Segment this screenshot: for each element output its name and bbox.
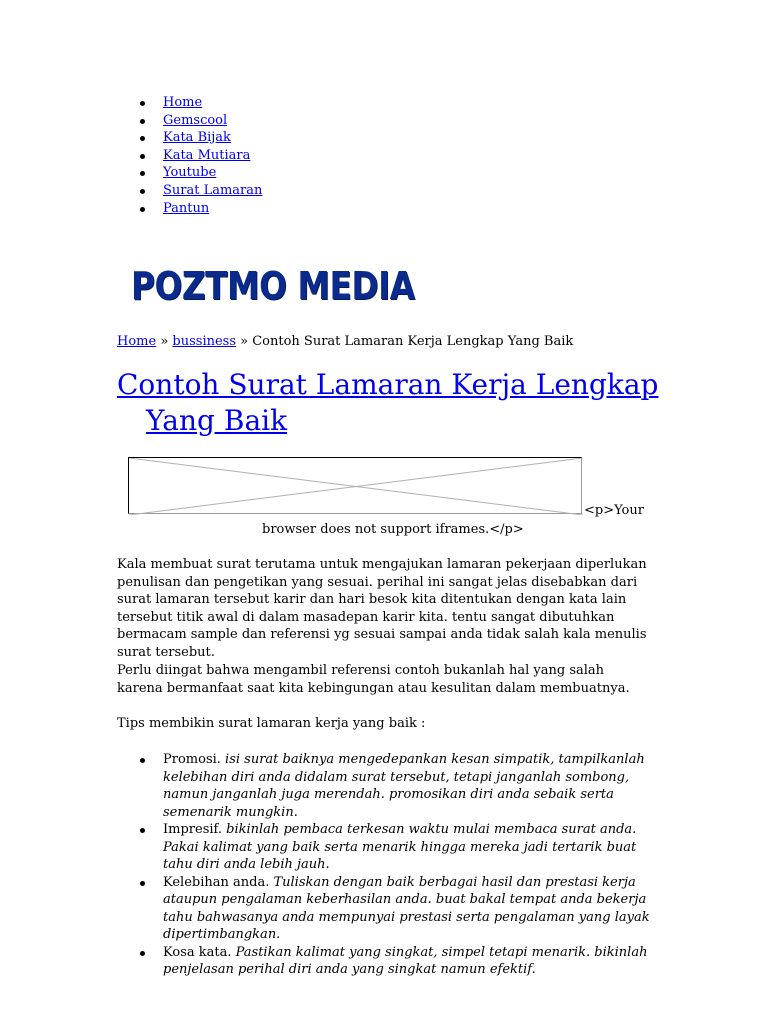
nav-item-gemscool — [131, 112, 262, 130]
article-title — [117, 367, 677, 439]
bullet-icon — [140, 171, 145, 176]
nav-item-kata-mutiara — [131, 147, 262, 165]
tip-label: Promosi. — [163, 752, 226, 767]
article-title-line2: Yang Baik — [146, 404, 288, 437]
article-title-link[interactable] — [117, 367, 677, 439]
tip-label: Kosa kata. — [163, 944, 236, 960]
bullet-icon — [140, 154, 145, 159]
nav-item-youtube — [131, 164, 262, 182]
list-item — [131, 874, 656, 944]
nav-link-youtube[interactable]: Youtube — [163, 165, 217, 181]
nav-item-surat-lamaran — [131, 182, 262, 200]
bullet-icon — [140, 881, 145, 886]
bullet-icon — [140, 828, 145, 833]
list-item — [131, 751, 656, 821]
iframe-fallback-text: <p>Your — [584, 503, 644, 518]
nav-link-gemscool[interactable]: Gemscool — [163, 112, 228, 128]
tip-text: Tuliskan dengan baik berbagai hasil dan prestasi kerja ataupun pengalaman keberhasilan anda. buat bakal tempat anda bekerja tahu bahwasanya anda mempunyai prestasi serta pengalaman yang layak dipertimbangkan. — [163, 874, 650, 942]
site-logo[interactable]: POZTMO MEDIA — [131, 264, 415, 308]
nav-item-kata-bijak — [131, 129, 262, 147]
bullet-icon — [140, 758, 145, 763]
tip-text: isi surat baiknya mengedepankan kesan simpatik, tampilkanlah kelebihan diri anda didalam surat tersebut, tetapi janganlah sombong, namun janganlah juga merendah. promosikan diri anda sebaik serta semenarik mungkin. — [163, 752, 645, 820]
breadcrumb-separator: » — [156, 334, 173, 349]
bullet-icon — [140, 207, 145, 212]
nav-link-kata-bijak[interactable]: Kata Bijak — [163, 130, 231, 146]
nav-item-pantun — [131, 200, 262, 218]
article-paragraph: Tips membikin surat lamaran kerja yang baik : — [117, 716, 426, 731]
tip-text: bikinlah pembaca terkesan waktu mulai membaca surat anda. Pakai kalimat yang baik serta menarik hingga mereka jadi tertarik buat tahu diri anda lebih jauh. — [163, 822, 637, 872]
breadcrumb — [117, 333, 573, 351]
tips-list — [131, 751, 656, 979]
breadcrumb-current: Contoh Surat Lamaran Kerja Lengkap Yang Baik — [252, 334, 574, 349]
bullet-icon — [140, 951, 145, 956]
tip-label: Kelebihan anda. — [163, 874, 274, 890]
breadcrumb-category-link[interactable]: bussiness — [172, 334, 237, 349]
nav-item-home — [131, 94, 262, 112]
nav-link-kata-mutiara[interactable]: Kata Mutiara — [163, 147, 251, 163]
breadcrumb-home-link[interactable]: Home — [117, 334, 157, 349]
list-item — [131, 944, 656, 979]
bullet-icon — [140, 189, 145, 194]
article-paragraph: Kala membuat surat terutama untuk mengajukan lamaran pekerjaan diperlukan penulisan dan pengetikan yang sesuai. perihal ini sangat jelas disebabkan dari surat lamaran tersebut karir dan hari besok kita ditentukan dengan kata lain tersebut titik awal di dalam masadepan karir kita. tentu sangat dibutuhkan bermacam sample dan referensi yg sesuai sampai anda tidak salah kala menulis surat tersebut. — [117, 557, 647, 660]
bullet-icon — [140, 101, 145, 106]
tip-text: Pastikan kalimat yang singkat, simpel tetapi menarik. bikinlah penjelasan perihal diri anda yang singkat namun efektif. — [163, 944, 648, 977]
bullet-icon — [140, 136, 145, 141]
tip-label: Impresif. — [163, 822, 227, 837]
article-paragraph: Perlu diingat bahwa mengambil referensi contoh bukanlah hal yang salah karena bermanfaat saat kita kebingungan atau kesulitan dalam membuatnya. — [117, 663, 630, 696]
nav-link-surat-lamaran[interactable]: Surat Lamaran — [163, 182, 263, 198]
breadcrumb-separator: » — [236, 334, 253, 349]
list-item — [131, 821, 656, 874]
nav-link-home[interactable]: Home — [163, 95, 203, 110]
article-title-line1: Contoh Surat Lamaran Kerja Lengkap — [117, 368, 659, 401]
broken-frame-icon — [129, 458, 583, 515]
iframe-fallback-text: browser does not support iframes.</p> — [262, 522, 524, 537]
bullet-icon — [140, 119, 145, 124]
nav-link-pantun[interactable]: Pantun — [163, 200, 210, 216]
top-nav — [131, 94, 262, 217]
iframe-placeholder — [128, 457, 582, 514]
